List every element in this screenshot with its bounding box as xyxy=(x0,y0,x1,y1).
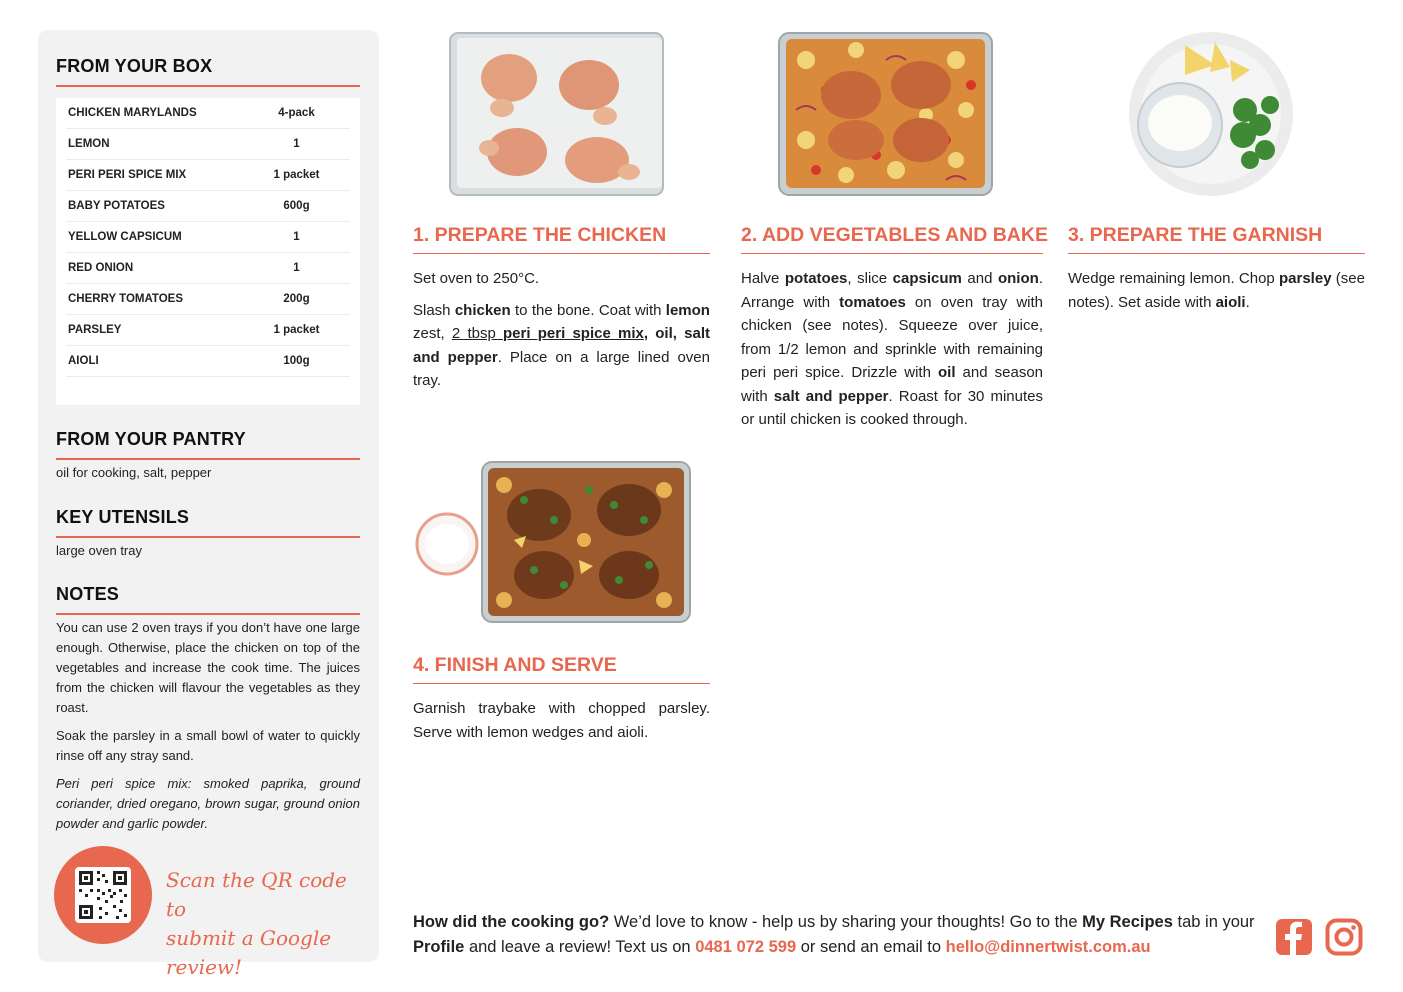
step-1-photo xyxy=(447,30,669,198)
step-1-heading: 1. PREPARE THE CHICKEN xyxy=(413,224,710,254)
step-1-oven-temp: Set oven to 250°C. xyxy=(413,270,540,287)
ingredient-qty: 1 xyxy=(293,262,300,274)
notes-heading: NOTES xyxy=(56,584,360,615)
ingredient-qty: 4-pack xyxy=(278,107,315,119)
qr-text-line-2: submit a Google review! xyxy=(166,926,332,979)
qr-review-text xyxy=(166,866,366,982)
step-3-heading: 3. PREPARE THE GARNISH xyxy=(1068,224,1365,254)
instagram-icon[interactable] xyxy=(1325,918,1363,956)
step-3-text xyxy=(1068,267,1365,322)
notes-paragraph-3: Peri peri spice mix: smoked paprika, ground coriander, dried oregano, brown sugar, ground onion powder and garlic powder. xyxy=(56,776,360,831)
ingredient-row xyxy=(66,222,350,253)
ingredient-qty: 200g xyxy=(283,293,310,305)
ingredient-row xyxy=(66,191,350,222)
ingredient-qty: 100g xyxy=(283,355,310,367)
notes-paragraph-2: Soak the parsley in a small bowl of water to quickly rinse off any stray sand. xyxy=(56,728,360,763)
qr-code xyxy=(75,867,131,923)
qr-code-badge xyxy=(54,846,152,944)
ingredient-name: RED ONION xyxy=(68,262,134,274)
step-3-photo xyxy=(1125,30,1297,198)
phone-number[interactable]: 0481 072 599 xyxy=(695,938,797,956)
notes-paragraph-1: You can use 2 oven trays if you don’t have one large enough. Otherwise, place the chicken on top of the vegetables and increase the cook time. The juices from the chicken will flavour the vegetables as they roast. xyxy=(56,620,360,715)
ingredient-name: LEMON xyxy=(68,138,110,150)
ingredient-row xyxy=(66,98,350,129)
ingredient-name: PARSLEY xyxy=(68,324,122,336)
feedback-footer: How did the cooking go? We’d love to know - help us by sharing your thoughts! Go to the My Recipes tab in your Profile and leave a review! Text us on 0481 072 599 or send an email to hello@dinnertwist.com.au xyxy=(413,913,1255,956)
ingredient-row xyxy=(66,346,350,377)
step-2-text xyxy=(741,267,1043,440)
facebook-icon[interactable] xyxy=(1275,918,1313,956)
email-link[interactable]: hello@dinnertwist.com.au xyxy=(945,938,1151,956)
ingredient-qty: 1 packet xyxy=(273,169,320,181)
ingredient-qty: 1 xyxy=(293,231,300,243)
ingredients-sidebar xyxy=(38,30,379,979)
step-1-text xyxy=(413,267,710,401)
ingredient-row xyxy=(66,284,350,315)
from-your-box-heading: FROM YOUR BOX xyxy=(56,56,360,87)
ingredient-name: CHERRY TOMATOES xyxy=(68,293,184,305)
ingredient-name: BABY POTATOES xyxy=(68,200,165,212)
ingredient-row xyxy=(66,160,350,191)
step-2-photo xyxy=(776,30,998,198)
ingredient-qty: 600g xyxy=(283,200,310,212)
pantry-text: oil for cooking, salt, pepper xyxy=(56,465,212,480)
step-4-heading: 4. FINISH AND SERVE xyxy=(413,654,710,684)
ingredient-name: CHICKEN MARYLANDS xyxy=(68,107,197,119)
step-4-text xyxy=(413,697,710,752)
step-2-instructions: Halve potatoes, slice capsicum and onion. Arrange with tomatoes on oven tray with chicken (see notes). Squeeze over juice, from 1/2 lemon and sprinkle with remaining peri peri spice. Drizzle with oil and season with salt and pepper. Roast for 30 minutes or until chicken is cooked through. xyxy=(741,270,1044,428)
ingredient-row xyxy=(66,253,350,284)
from-your-pantry-heading: FROM YOUR PANTRY xyxy=(56,429,360,460)
ingredients-table xyxy=(56,98,360,405)
ingredient-name: PERI PERI SPICE MIX xyxy=(68,169,187,181)
step-1-instructions: Slash chicken to the bone. Coat with lemon zest, 2 tbsp peri peri spice mix, oil, salt and pepper. Place on a large lined oven tray. xyxy=(413,301,710,389)
step-4-photo xyxy=(414,460,694,626)
key-utensils-heading: KEY UTENSILS xyxy=(56,507,360,538)
ingredient-qty: 1 packet xyxy=(273,324,320,336)
step-2-heading: 2. ADD VEGETABLES AND BAKE xyxy=(741,224,1043,254)
qr-text-line-1: Scan the QR code to xyxy=(166,868,347,921)
step-4-instructions: Garnish traybake with chopped parsley. Serve with lemon wedges and aioli. xyxy=(413,700,710,741)
ingredient-qty: 1 xyxy=(293,138,300,150)
ingredient-row xyxy=(66,129,350,160)
ingredient-name: AIOLI xyxy=(68,355,99,367)
ingredient-row xyxy=(66,315,350,346)
ingredient-name: YELLOW CAPSICUM xyxy=(68,231,182,243)
utensils-text: large oven tray xyxy=(56,543,142,558)
qr-code-icon xyxy=(75,867,131,923)
step-3-instructions: Wedge remaining lemon. Chop parsley (see notes). Set aside with aioli. xyxy=(1068,270,1365,311)
